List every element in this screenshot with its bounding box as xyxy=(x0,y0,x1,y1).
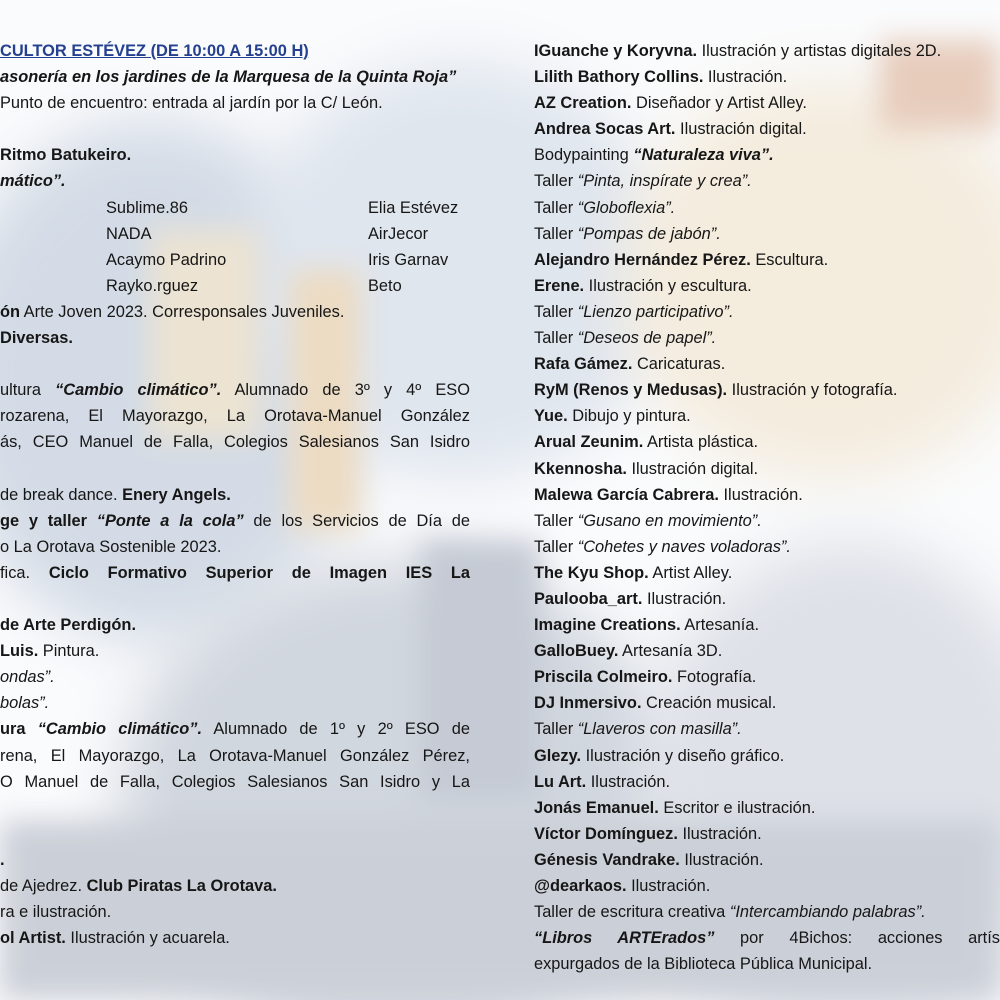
schools2-text: rena, El Mayorazgo, La Orotava-Manuel González Pérez, xyxy=(0,746,470,765)
entry-line xyxy=(534,638,1000,664)
workshop-title: “Gusano en movimiento”. xyxy=(577,511,762,530)
arte-joven-bold: ón xyxy=(0,302,21,321)
grid-cell: Rayko.rguez xyxy=(106,276,199,295)
entry-line xyxy=(534,377,1000,403)
entry-desc: Escritor e ilustración. xyxy=(658,798,816,817)
workshop-label: Taller xyxy=(534,302,578,321)
subtitle-text: asonería en los jardines de la Marquesa de la Quinta Roja” xyxy=(0,68,457,87)
entry-name: Andrea Socas Art. xyxy=(534,120,676,139)
ponte-a: ge y taller xyxy=(0,511,97,530)
workshop-label: Taller xyxy=(534,224,578,243)
entry-desc: Ilustración. xyxy=(703,68,788,87)
entry-name: RyM (Renos y Medusas). xyxy=(534,381,728,400)
right-column xyxy=(534,38,1000,977)
entry-name: Rafa Gámez. xyxy=(534,355,633,374)
entry-name: Génesis Vandrake. xyxy=(534,850,680,869)
break-dance-line xyxy=(0,482,470,508)
acuarela-line xyxy=(0,925,470,951)
cultura-line xyxy=(0,377,470,403)
artist-grid-row xyxy=(0,195,470,221)
entry-line xyxy=(534,560,1000,586)
break-dance-text: de break dance. xyxy=(0,485,123,504)
libros-line xyxy=(534,925,1000,951)
cultura2-a: ura xyxy=(0,720,38,739)
cultura2-c: Alumnado de 1º y 2º ESO de xyxy=(202,720,470,739)
schedule-heading xyxy=(0,38,470,64)
biblioteca-line xyxy=(534,951,1000,977)
entry-desc: Ilustración. xyxy=(677,824,762,843)
ponte-c: de los Servicios de Día de xyxy=(243,511,470,530)
entry-line xyxy=(534,247,1000,273)
entry-name: Priscila Colmeiro. xyxy=(534,668,673,687)
artist-grid-row xyxy=(0,273,470,299)
climatico-text: mático”. xyxy=(0,172,66,191)
entry-desc: Ilustración. xyxy=(626,877,711,895)
ajedrez-line xyxy=(0,873,470,899)
cultura-title: “Cambio climático”. xyxy=(55,381,222,400)
entry-name: Glezy. xyxy=(534,746,582,765)
ol-artist: ol Artist. xyxy=(0,929,66,948)
workshop-label: Taller de escritura creativa xyxy=(534,903,730,922)
entry-line xyxy=(534,429,1000,455)
sostenible-text: o La Orotava Sostenible 2023. xyxy=(0,537,222,556)
blank-line xyxy=(0,795,470,821)
entry-name: DJ Inmersivo. xyxy=(534,694,642,713)
workshop-label: Taller xyxy=(534,172,578,191)
entry-name: Lu Art. xyxy=(534,772,587,791)
entry-name: Malewa García Cabrera. xyxy=(534,485,719,504)
entry-desc: Ilustración y escultura. xyxy=(584,276,752,295)
entry-line xyxy=(534,64,1000,90)
entry-desc: Ilustración. xyxy=(718,485,803,504)
workshop-line xyxy=(534,221,1000,247)
libros-desc: por 4Bichos: acciones artís xyxy=(714,929,1000,948)
entry-name: Jonás Emanuel. xyxy=(534,798,659,817)
grid-cell: NADA xyxy=(106,224,152,243)
grid-cell: Beto xyxy=(368,276,402,295)
entry-desc: Artist Alley. xyxy=(648,563,733,582)
schools-line xyxy=(0,429,470,455)
entry-desc: Artista plástica. xyxy=(643,433,759,452)
entry-line xyxy=(534,664,1000,690)
entry-desc: Escultura. xyxy=(750,250,829,269)
entry-desc: Dibujo y pintura. xyxy=(567,407,691,426)
workshop-label: Taller xyxy=(534,537,578,556)
workshop-title: “Naturaleza viva”. xyxy=(633,146,774,165)
entry-desc: Ilustración digital. xyxy=(626,459,759,478)
workshop-title: “Cohetes y naves voladoras”. xyxy=(577,537,791,556)
entry-line xyxy=(534,456,1000,482)
entry-desc: Creación musical. xyxy=(641,694,777,713)
piratas-text: Club Piratas La Orotava. xyxy=(86,877,277,895)
heading-text: CULTOR ESTÉVEZ (DE 10:00 A 15:00 H) xyxy=(0,42,309,60)
ondas-text: ondas”. xyxy=(0,668,55,687)
grid-cell: AirJecor xyxy=(368,224,429,243)
entry-name: Yue. xyxy=(534,407,568,426)
workshop-line xyxy=(534,299,1000,325)
entry-desc: Ilustración y artistas digitales 2D. xyxy=(697,42,942,60)
entry-desc: Ilustración y fotografía. xyxy=(727,381,898,400)
cultura2-title: “Cambio climático”. xyxy=(37,720,203,739)
batukeiro-line xyxy=(0,142,470,168)
entry-line xyxy=(534,690,1000,716)
ilustracion-line xyxy=(0,899,470,925)
entry-desc: Ilustración. xyxy=(679,850,764,869)
workshop-line xyxy=(534,716,1000,742)
workshop-label: Taller xyxy=(534,720,578,739)
luis-line xyxy=(0,638,470,664)
entry-line xyxy=(534,403,1000,429)
grid-cell: Iris Garnav xyxy=(368,250,449,269)
entry-name: Kkennosha. xyxy=(534,459,627,478)
ponte-title: “Ponte a la cola” xyxy=(96,511,244,530)
entry-line xyxy=(534,769,1000,795)
perdigon-text: de Arte Perdigón. xyxy=(0,616,136,635)
cultura-a: ultura xyxy=(0,381,56,400)
entry-name: Arual Zeunim. xyxy=(534,433,644,452)
entry-name: Víctor Domínguez. xyxy=(534,824,678,843)
entry-name: IGuanche y Koryvna. xyxy=(534,42,698,60)
workshop-title: “Lienzo participativo”. xyxy=(577,302,734,321)
grid-cell: Acaymo Padrino xyxy=(106,250,227,269)
entry-line xyxy=(534,612,1000,638)
entry-desc: Ilustración digital. xyxy=(675,120,807,139)
entry-line xyxy=(534,38,1000,64)
batukeiro-text: Ritmo Batukeiro. xyxy=(0,146,132,165)
workshop-title: “Llaveros con masilla”. xyxy=(577,720,742,739)
luis-bold: Luis. xyxy=(0,642,39,661)
meeting-point-line xyxy=(0,90,470,116)
entry-line xyxy=(534,586,1000,612)
workshop-label: Taller xyxy=(534,329,578,348)
ciclo-line xyxy=(0,560,470,586)
entry-name: Alejandro Hernández Pérez. xyxy=(534,250,751,269)
artist-grid-row xyxy=(0,221,470,247)
perdigon-line xyxy=(0,612,470,638)
entry-line xyxy=(534,351,1000,377)
entry-desc: Bodypainting xyxy=(534,146,634,165)
schools2-line xyxy=(0,743,470,769)
entry-line xyxy=(534,273,1000,299)
climatico-line xyxy=(0,168,470,194)
blank-line xyxy=(0,456,470,482)
workshop-title: “Pinta, inspírate y crea”. xyxy=(577,172,752,191)
entry-name: AZ Creation. xyxy=(534,94,632,113)
entry-name: Paulooba_art. xyxy=(534,589,643,608)
blank-line xyxy=(0,821,470,847)
entry-desc: Caricaturas. xyxy=(632,355,726,374)
grid-cell: Sublime.86 xyxy=(106,198,189,217)
schools2-text: O Manuel de Falla, Colegios Salesianos San Isidro y La xyxy=(0,772,470,791)
entry-line xyxy=(534,116,1000,142)
enery-angels: Enery Angels. xyxy=(122,485,231,504)
workshop-line xyxy=(534,534,1000,560)
entry-desc: Ilustración. xyxy=(642,589,727,608)
grid-cell: Elia Estévez xyxy=(368,198,459,217)
diversas-text: Diversas. xyxy=(0,329,73,348)
entry-line xyxy=(534,743,1000,769)
entry-name: The Kyu Shop. xyxy=(534,563,649,582)
ciclo-a: fica. xyxy=(0,563,49,582)
entry-name: Erene. xyxy=(534,276,585,295)
subtitle-line xyxy=(0,64,470,90)
entry-desc: Artesanía. xyxy=(680,616,760,635)
dot-text: . xyxy=(0,850,5,869)
workshop-title: “Intercambiando palabras”. xyxy=(729,903,926,922)
entry-desc: Ilustración y diseño gráfico. xyxy=(581,746,785,765)
schools-text: ás, CEO Manuel de Falla, Colegios Salesianos San Isidro xyxy=(0,433,470,452)
schools-text: rozarena, El Mayorazgo, La Orotava-Manuel González xyxy=(0,407,470,426)
luis-text: Pintura. xyxy=(38,642,100,661)
entry-name: @dearkaos. xyxy=(534,877,627,895)
libros-title: “Libros ARTErados” xyxy=(534,929,715,948)
workshop-line xyxy=(534,508,1000,534)
acuarela-text: Ilustración y acuarela. xyxy=(65,929,230,948)
workshop-label: Taller xyxy=(534,198,578,217)
entry-name: Lilith Bathory Collins. xyxy=(534,68,704,87)
meeting-point-text: Punto de encuentro: entrada al jardín por la C/ León. xyxy=(0,94,383,113)
workshop-line xyxy=(534,168,1000,194)
entry-line xyxy=(534,142,1000,168)
entry-line xyxy=(534,821,1000,847)
sostenible-line xyxy=(0,534,470,560)
left-column xyxy=(0,38,470,951)
blank-line xyxy=(0,351,470,377)
dot-line xyxy=(0,847,470,873)
entry-name: GalloBuey. xyxy=(534,642,619,661)
ponte-cola-line xyxy=(0,508,470,534)
workshop-title: “Globoflexia”. xyxy=(577,198,676,217)
bolas-line xyxy=(0,690,470,716)
entry-line xyxy=(534,482,1000,508)
workshop-label: Taller xyxy=(534,511,578,530)
biblioteca-text: expurgados de la Biblioteca Pública Municipal. xyxy=(534,955,873,974)
ajedrez-text: de Ajedrez. xyxy=(0,877,87,895)
entry-desc: Ilustración. xyxy=(586,772,671,791)
ilustracion-text: ra e ilustración. xyxy=(0,903,112,922)
workshop-title: “Deseos de papel”. xyxy=(577,329,717,348)
entry-desc: Artesanía 3D. xyxy=(618,642,723,661)
artist-grid-row xyxy=(0,247,470,273)
diversas-line xyxy=(0,325,470,351)
schools-line xyxy=(0,403,470,429)
bolas-text: bolas”. xyxy=(0,694,50,713)
blank-line xyxy=(0,586,470,612)
cultura2-line xyxy=(0,716,470,742)
ondas-line xyxy=(0,664,470,690)
blank-line xyxy=(0,116,470,142)
schools2-line xyxy=(0,769,470,795)
ciclo-bold: Ciclo Formativo Superior de Imagen IES La xyxy=(48,563,470,582)
entry-name: Imagine Creations. xyxy=(534,616,681,635)
entry-desc: Fotografía. xyxy=(672,668,757,687)
arte-joven-text: Arte Joven 2023. Corresponsales Juveniles. xyxy=(20,302,345,321)
entry-line xyxy=(534,847,1000,873)
workshop-line xyxy=(534,899,1000,925)
workshop-line xyxy=(534,325,1000,351)
entry-desc: Diseñador y Artist Alley. xyxy=(631,94,807,113)
entry-line xyxy=(534,795,1000,821)
cultura-c: Alumnado de 3º y 4º ESO xyxy=(221,381,470,400)
arte-joven-line xyxy=(0,299,470,325)
entry-line xyxy=(534,90,1000,116)
workshop-line xyxy=(534,195,1000,221)
workshop-title: “Pompas de jabón”. xyxy=(577,224,721,243)
entry-line xyxy=(534,873,1000,899)
